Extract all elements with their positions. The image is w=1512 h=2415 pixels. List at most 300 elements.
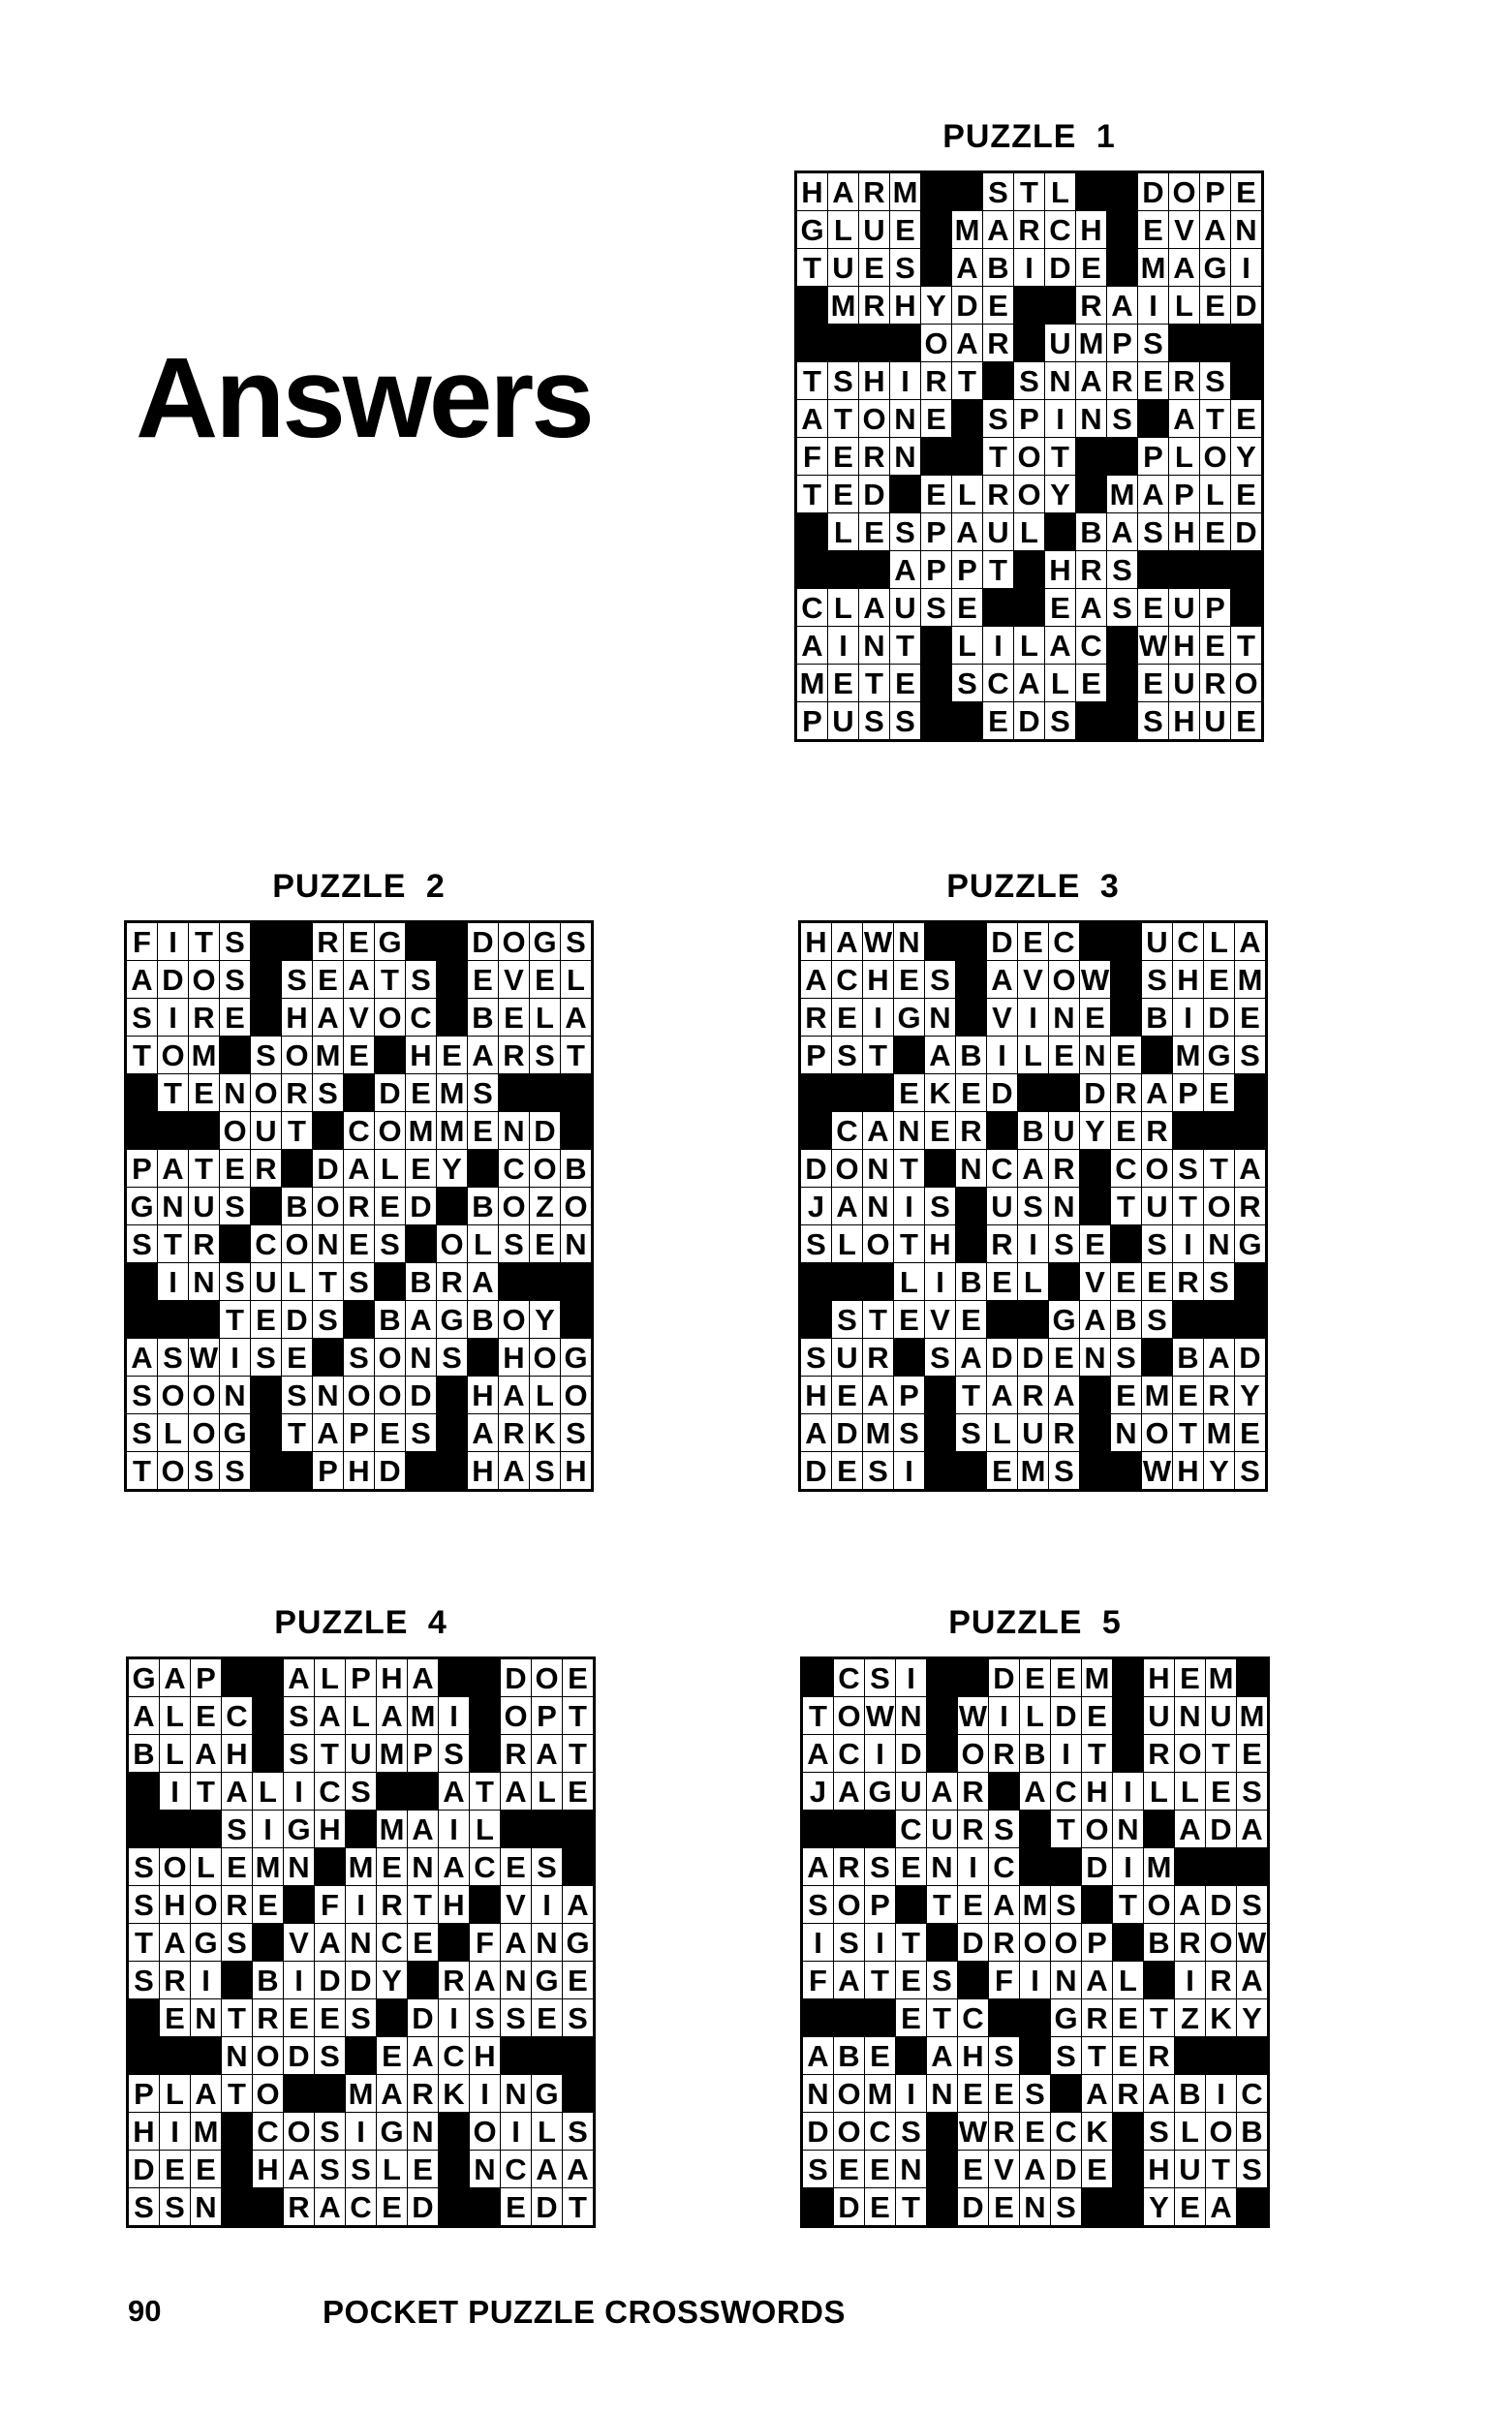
letter-square: A xyxy=(191,1735,221,1772)
letter-square: E xyxy=(282,1339,312,1376)
black-square xyxy=(989,1999,1019,2036)
black-square xyxy=(346,2037,376,2074)
letter-square: M xyxy=(952,211,982,248)
letter-square: S xyxy=(956,1414,986,1451)
black-square xyxy=(189,1112,219,1149)
letter-square: C xyxy=(315,1773,345,1810)
letter-square: T xyxy=(375,961,405,998)
letter-square: S xyxy=(313,1074,343,1111)
letter-square: T xyxy=(313,1263,343,1300)
black-square xyxy=(375,1037,405,1073)
letter-square: N xyxy=(925,999,955,1036)
letter-square: D xyxy=(375,1074,405,1111)
letter-square: R xyxy=(501,1735,531,1772)
letter-square: E xyxy=(989,2075,1019,2112)
letter-square: O xyxy=(1142,1150,1172,1187)
letter-square: E xyxy=(1138,211,1168,248)
letter-square: T xyxy=(1173,1188,1203,1224)
letter-square: T xyxy=(890,627,920,664)
letter-square: S xyxy=(1138,325,1168,361)
letter-square: E xyxy=(834,2151,864,2187)
letter-square: S xyxy=(890,702,920,739)
black-square xyxy=(927,2113,957,2150)
letter-square: H xyxy=(1076,211,1106,248)
letter-square: A xyxy=(1237,1811,1267,1847)
letter-square: U xyxy=(828,249,858,286)
letter-square: A xyxy=(344,961,374,998)
black-square xyxy=(158,1301,188,1338)
letter-square: S xyxy=(315,2151,345,2187)
letter-square: D xyxy=(406,1188,436,1224)
black-square xyxy=(1237,2188,1267,2225)
letter-square: P xyxy=(191,1659,221,1696)
letter-square: C xyxy=(439,2037,469,2074)
black-square xyxy=(832,1074,862,1111)
letter-square: P xyxy=(1082,1924,1112,1961)
black-square xyxy=(470,1659,500,1696)
letter-square: A xyxy=(191,2075,221,2112)
black-square xyxy=(253,1924,283,1961)
letter-square: A xyxy=(160,1659,190,1696)
puzzle-3-grid xyxy=(798,920,1268,1492)
letter-square: D xyxy=(958,1924,988,1961)
letter-square: G xyxy=(129,1659,159,1696)
black-square xyxy=(863,1074,893,1111)
black-square xyxy=(315,1848,345,1885)
letter-square: A xyxy=(1142,1074,1172,1111)
letter-square: D xyxy=(501,1659,531,1696)
letter-square: R xyxy=(1235,1188,1265,1224)
black-square xyxy=(158,1112,188,1149)
letter-square: O xyxy=(1014,438,1044,475)
letter-square: S xyxy=(1144,2113,1174,2150)
letter-square: H xyxy=(315,1811,345,1847)
letter-square: L xyxy=(1113,1962,1143,1998)
letter-square: E xyxy=(925,1112,955,1149)
letter-square: S xyxy=(801,1339,831,1376)
letter-square: S xyxy=(315,2037,345,2074)
letter-square: B xyxy=(468,999,498,1036)
letter-square: D xyxy=(375,1452,405,1489)
letter-square: Y xyxy=(437,1150,467,1187)
black-square xyxy=(925,1414,955,1451)
letter-square: O xyxy=(1049,961,1079,998)
letter-square: E xyxy=(865,2151,895,2187)
letter-square: T xyxy=(282,1112,312,1149)
letter-square: T xyxy=(797,362,827,399)
letter-square: C xyxy=(865,2113,895,2150)
letter-square: A xyxy=(561,999,591,1036)
letter-square: T xyxy=(282,1414,312,1451)
letter-square: W xyxy=(958,2114,988,2149)
black-square xyxy=(1045,513,1075,550)
letter-square: O xyxy=(561,1377,591,1413)
letter-square: P xyxy=(921,551,951,588)
black-square xyxy=(927,1924,957,1961)
letter-square: R xyxy=(437,1263,467,1300)
letter-square: T xyxy=(1082,2037,1112,2074)
letter-square: D xyxy=(803,2113,833,2150)
black-square xyxy=(191,2037,221,2074)
black-square xyxy=(530,1074,560,1111)
letter-square: T xyxy=(803,1697,833,1734)
letter-square: L xyxy=(1169,438,1199,475)
letter-square: P xyxy=(532,1697,562,1734)
letter-square: O xyxy=(499,1301,529,1338)
letter-square: I xyxy=(532,1886,562,1923)
letter-square: I xyxy=(158,923,188,960)
letter-square: A xyxy=(1107,287,1137,324)
puzzle-5-title: PUZZLE 5 xyxy=(948,1604,1122,1641)
letter-square: T xyxy=(828,400,858,437)
black-square xyxy=(921,702,951,739)
letter-square: S xyxy=(927,1962,957,1998)
letter-square: S xyxy=(890,513,920,550)
letter-square: E xyxy=(406,1150,436,1187)
letter-square: B xyxy=(1076,513,1106,550)
black-square xyxy=(406,1452,436,1489)
letter-square: T xyxy=(896,1924,926,1961)
letter-square: G xyxy=(127,1188,157,1224)
black-square xyxy=(1045,287,1075,324)
letter-square: N xyxy=(158,1188,188,1224)
letter-square: M xyxy=(346,1848,376,1885)
letter-square: D xyxy=(406,1377,436,1413)
letter-square: D xyxy=(408,1999,438,2036)
black-square xyxy=(1080,1150,1110,1187)
black-square xyxy=(1080,923,1110,960)
letter-square: M xyxy=(828,287,858,324)
letter-square: E xyxy=(406,1074,436,1111)
black-square xyxy=(1113,2188,1143,2225)
letter-square: O xyxy=(501,1697,531,1734)
black-square xyxy=(1020,1848,1050,1885)
letter-square: E xyxy=(865,2037,895,2074)
letter-square: C xyxy=(222,1697,252,1734)
letter-square: I xyxy=(1113,1773,1143,1810)
letter-square: O xyxy=(191,1886,221,1923)
letter-square: A xyxy=(1175,1886,1205,1923)
letter-square: O xyxy=(859,400,889,437)
black-square xyxy=(894,1339,924,1376)
black-square xyxy=(865,1811,895,1847)
letter-square: N xyxy=(220,1377,250,1413)
letter-square: S xyxy=(439,1735,469,1772)
puzzle-2-grid xyxy=(124,920,594,1492)
letter-square: S xyxy=(925,1188,955,1224)
letter-square: S xyxy=(561,923,591,960)
letter-square: L xyxy=(828,589,858,626)
letter-square: O xyxy=(470,2113,500,2150)
letter-square: M xyxy=(377,1735,407,1772)
letter-square: F xyxy=(797,438,827,475)
black-square xyxy=(406,1225,436,1262)
letter-square: T xyxy=(894,1150,924,1187)
letter-square: O xyxy=(160,1848,190,1885)
black-square xyxy=(530,1263,560,1300)
black-square xyxy=(927,1659,957,1696)
letter-square: D xyxy=(987,1339,1017,1376)
black-square xyxy=(801,1112,831,1149)
letter-square: A xyxy=(377,1697,407,1734)
letter-square: N xyxy=(1080,1037,1110,1073)
letter-square: E xyxy=(1200,287,1230,324)
letter-square: A xyxy=(801,1414,831,1451)
letter-square: S xyxy=(499,1225,529,1262)
letter-square: S xyxy=(1107,400,1137,437)
letter-square: M xyxy=(865,2075,895,2112)
black-square xyxy=(1049,1074,1079,1111)
letter-square: T xyxy=(894,1225,924,1262)
letter-square: S xyxy=(865,1659,895,1696)
letter-square: I xyxy=(925,1263,955,1300)
black-square xyxy=(1076,173,1106,210)
letter-square: L xyxy=(1169,287,1199,324)
letter-square: A xyxy=(501,1773,531,1810)
black-square xyxy=(1014,325,1044,361)
letter-square: Y xyxy=(1204,1452,1234,1489)
letter-square: U xyxy=(832,1339,862,1376)
letter-square: I xyxy=(160,1773,190,1810)
letter-square: O xyxy=(834,2075,864,2112)
letter-square: T xyxy=(896,2188,926,2225)
letter-square: Y xyxy=(530,1301,560,1338)
letter-square: H xyxy=(468,1377,498,1413)
letter-square: S xyxy=(1051,2188,1081,2225)
black-square xyxy=(561,1301,591,1338)
letter-square: A xyxy=(952,325,982,361)
letter-square: H xyxy=(377,1659,407,1696)
letter-square: M xyxy=(1173,1037,1203,1073)
letter-square: A xyxy=(1237,1962,1267,1998)
black-square xyxy=(1169,551,1199,588)
letter-square: T xyxy=(408,1886,438,1923)
letter-square: E xyxy=(828,665,858,701)
black-square xyxy=(344,1301,374,1338)
black-square xyxy=(927,1697,957,1734)
letter-square: E xyxy=(859,249,889,286)
letter-square: D xyxy=(532,2188,562,2225)
letter-square: P xyxy=(801,1037,831,1073)
letter-square: E xyxy=(896,1848,926,1885)
letter-square: S xyxy=(1020,2075,1050,2112)
letter-square: I xyxy=(1045,400,1075,437)
letter-square: I xyxy=(501,2113,531,2150)
letter-square: B xyxy=(468,1301,498,1338)
letter-square: I xyxy=(958,1848,988,1885)
black-square xyxy=(160,1811,190,1847)
letter-square: E xyxy=(987,1452,1017,1489)
letter-square: W xyxy=(1080,962,1110,997)
letter-square: Z xyxy=(530,1188,560,1224)
letter-square: S xyxy=(129,2188,159,2225)
letter-square: R xyxy=(222,1886,252,1923)
letter-square: D xyxy=(1018,1339,1048,1376)
letter-square: G xyxy=(532,1962,562,1998)
letter-square: G xyxy=(530,923,560,960)
letter-square: A xyxy=(952,249,982,286)
letter-square: H xyxy=(129,2113,159,2150)
letter-square: H xyxy=(406,1037,436,1073)
letter-square: A xyxy=(890,551,920,588)
letter-square: S xyxy=(127,999,157,1036)
letter-square: C xyxy=(832,1112,862,1149)
letter-square: C xyxy=(896,1811,926,1847)
letter-square: A xyxy=(1107,513,1137,550)
letter-square: I xyxy=(987,1037,1017,1073)
letter-square: S xyxy=(129,1962,159,1998)
puzzle-4-grid xyxy=(126,1656,596,2228)
black-square xyxy=(803,1999,833,2036)
letter-square: S xyxy=(1235,1037,1265,1073)
letter-square: N xyxy=(927,1848,957,1885)
letter-square: E xyxy=(1049,1037,1079,1073)
letter-square: R xyxy=(989,1735,1019,1772)
black-square xyxy=(437,1377,467,1413)
letter-square: C xyxy=(1051,2113,1081,2150)
letter-square: O xyxy=(313,1188,343,1224)
letter-square: E xyxy=(344,1037,374,1073)
letter-square: E xyxy=(191,1697,221,1734)
black-square xyxy=(859,551,889,588)
letter-square: R xyxy=(987,1225,1017,1262)
letter-square: I xyxy=(470,2075,500,2112)
letter-square: O xyxy=(375,1339,405,1376)
letter-square: S xyxy=(251,1037,281,1073)
letter-square: K xyxy=(925,1074,955,1111)
letter-square: N xyxy=(863,1150,893,1187)
black-square xyxy=(437,1452,467,1489)
black-square xyxy=(129,2037,159,2074)
letter-square: D xyxy=(1051,2151,1081,2187)
letter-square: K xyxy=(1206,1999,1236,2036)
black-square xyxy=(832,1263,862,1300)
letter-square: N xyxy=(191,2188,221,2225)
letter-square: S xyxy=(129,1886,159,1923)
letter-square: T xyxy=(189,1150,219,1187)
letter-square: S xyxy=(1235,1452,1265,1489)
letter-square: E xyxy=(530,961,560,998)
letter-square: S xyxy=(220,923,250,960)
letter-square: E xyxy=(315,1999,345,2036)
black-square xyxy=(377,1999,407,2036)
letter-square: D xyxy=(282,1301,312,1338)
letter-square: E xyxy=(1076,249,1106,286)
puzzle-2 xyxy=(124,866,594,1492)
letter-square: A xyxy=(803,1735,833,1772)
letter-square: A xyxy=(468,1037,498,1073)
letter-square: L xyxy=(828,513,858,550)
letter-square: O xyxy=(375,1377,405,1413)
letter-square: A xyxy=(439,1848,469,1885)
letter-square: T xyxy=(127,1037,157,1073)
letter-square: E xyxy=(563,1773,593,1810)
letter-square: I xyxy=(439,1811,469,1847)
letter-square: E xyxy=(832,1377,862,1413)
letter-square: A xyxy=(1020,1773,1050,1810)
black-square xyxy=(1113,1924,1143,1961)
letter-square: S xyxy=(406,961,436,998)
black-square xyxy=(561,1112,591,1149)
letter-square: E xyxy=(1173,1377,1203,1413)
letter-square: S xyxy=(282,961,312,998)
letter-square: I xyxy=(890,362,920,399)
letter-square: S xyxy=(1111,1339,1141,1376)
letter-square: I xyxy=(828,627,858,664)
letter-square: S xyxy=(189,1452,219,1489)
black-square xyxy=(470,1886,500,1923)
letter-square: A xyxy=(499,1377,529,1413)
letter-square: N xyxy=(803,2075,833,2112)
letter-square: S xyxy=(220,1452,250,1489)
black-square xyxy=(1082,1886,1112,1923)
letter-square: E xyxy=(253,1886,283,1923)
letter-square: D xyxy=(1082,1848,1112,1885)
black-square xyxy=(1018,1074,1048,1111)
letter-square: L xyxy=(1014,513,1044,550)
letter-square: C xyxy=(253,2113,283,2150)
letter-square: G xyxy=(1049,1301,1079,1338)
letter-square: E xyxy=(1235,1414,1265,1451)
letter-square: E xyxy=(1231,173,1261,210)
letter-square: E xyxy=(1175,2188,1205,2225)
letter-square: T xyxy=(561,1037,591,1073)
black-square xyxy=(987,1301,1017,1338)
letter-square: C xyxy=(1076,627,1106,664)
letter-square: O xyxy=(921,325,951,361)
letter-square: B xyxy=(1020,1735,1050,1772)
black-square xyxy=(1080,1414,1110,1451)
letter-square: R xyxy=(1204,1377,1234,1413)
letter-square: S xyxy=(989,1811,1019,1847)
letter-square: E xyxy=(532,1999,562,2036)
black-square xyxy=(1014,287,1044,324)
letter-square: B xyxy=(1142,999,1172,1036)
letter-square: T xyxy=(189,923,219,960)
letter-square: R xyxy=(1200,665,1230,701)
letter-square: S xyxy=(1237,1773,1267,1810)
letter-square: A xyxy=(1144,2075,1174,2112)
letter-square: T xyxy=(797,476,827,512)
letter-square: W xyxy=(189,1340,219,1375)
letter-square: E xyxy=(189,1074,219,1111)
letter-square: V xyxy=(989,2151,1019,2187)
letter-square: O xyxy=(1204,1188,1234,1224)
black-square xyxy=(952,702,982,739)
letter-square: A xyxy=(470,1962,500,1998)
black-square xyxy=(1076,476,1106,512)
letter-square: I xyxy=(160,2113,190,2150)
letter-square: F xyxy=(315,1886,345,1923)
letter-square: R xyxy=(282,1074,312,1111)
letter-square: V xyxy=(344,999,374,1036)
black-square xyxy=(499,1074,529,1111)
letter-square: B xyxy=(956,1263,986,1300)
letter-square: J xyxy=(803,1773,833,1810)
letter-square: B xyxy=(1237,2113,1267,2150)
letter-square: M xyxy=(406,1112,436,1149)
letter-square: H xyxy=(222,1735,252,1772)
letter-square: E xyxy=(1142,1263,1172,1300)
letter-square: N xyxy=(1020,2188,1050,2225)
letter-square: O xyxy=(375,1112,405,1149)
letter-square: H xyxy=(859,362,889,399)
letter-square: A xyxy=(956,1339,986,1376)
letter-square: D xyxy=(129,2151,159,2187)
letter-square: S xyxy=(220,961,250,998)
letter-square: I xyxy=(1173,1225,1203,1262)
letter-square: L xyxy=(1020,1697,1050,1734)
